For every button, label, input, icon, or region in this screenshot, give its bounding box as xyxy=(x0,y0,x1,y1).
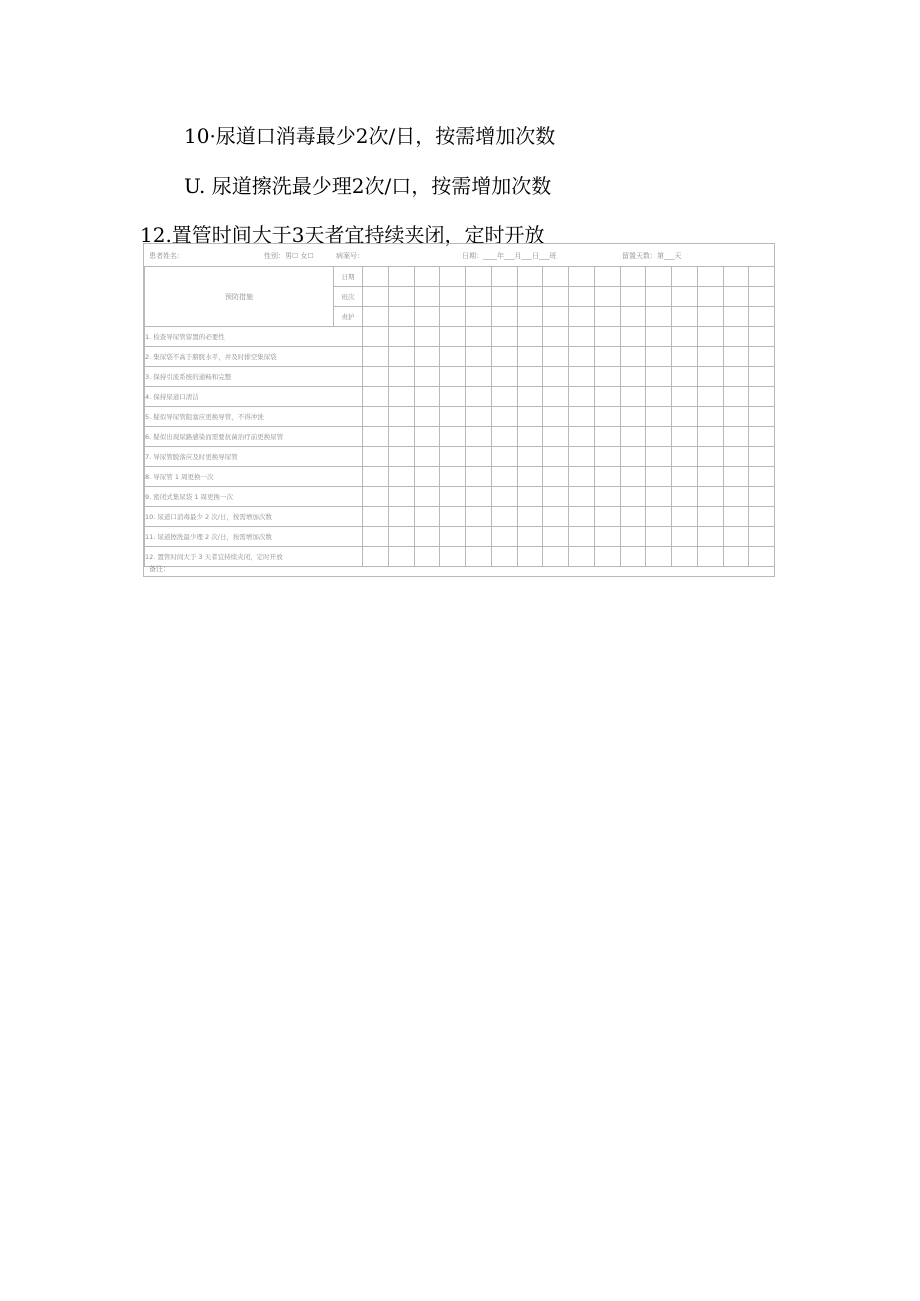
check-cell[interactable] xyxy=(517,487,543,507)
check-cell[interactable] xyxy=(749,407,775,427)
check-cell[interactable] xyxy=(440,387,466,407)
check-cell[interactable] xyxy=(594,507,620,527)
measure-item: 5. 疑似导尿管阻塞应更换导管，不得冲洗 xyxy=(145,407,363,427)
check-cell[interactable] xyxy=(620,467,646,487)
check-cell[interactable] xyxy=(594,447,620,467)
record-number-label: 病案号： xyxy=(336,252,364,260)
check-cell[interactable] xyxy=(646,467,672,487)
check-cell[interactable] xyxy=(569,447,595,467)
check-cell[interactable] xyxy=(491,487,517,507)
check-cell[interactable] xyxy=(723,467,749,487)
entry-cell[interactable] xyxy=(723,307,749,327)
check-cell[interactable] xyxy=(569,327,595,347)
entry-cell[interactable] xyxy=(466,307,492,327)
check-cell[interactable] xyxy=(697,347,723,367)
check-cell[interactable] xyxy=(466,507,492,527)
check-cell[interactable] xyxy=(440,507,466,527)
remark-label: 备注： xyxy=(149,565,170,573)
patient-name-label: 患者姓名： xyxy=(149,252,184,260)
check-cell[interactable] xyxy=(723,387,749,407)
check-cell[interactable] xyxy=(594,407,620,427)
check-cell[interactable] xyxy=(440,327,466,347)
check-cell[interactable] xyxy=(723,327,749,347)
entry-cell[interactable] xyxy=(697,287,723,307)
check-cell[interactable] xyxy=(440,407,466,427)
check-cell[interactable] xyxy=(697,487,723,507)
check-cell[interactable] xyxy=(749,527,775,547)
check-cell[interactable] xyxy=(697,367,723,387)
check-cell[interactable] xyxy=(723,487,749,507)
check-cell[interactable] xyxy=(491,467,517,487)
check-cell[interactable] xyxy=(672,407,698,427)
entry-cell[interactable] xyxy=(646,307,672,327)
check-cell[interactable] xyxy=(543,507,569,527)
check-cell[interactable] xyxy=(569,467,595,487)
measure-item: 2. 集尿袋不高于膀胱水平，并及时排空集尿袋 xyxy=(145,347,363,367)
check-cell[interactable] xyxy=(414,467,440,487)
check-cell[interactable] xyxy=(517,367,543,387)
check-cell[interactable] xyxy=(723,347,749,367)
check-cell[interactable] xyxy=(749,347,775,367)
check-cell[interactable] xyxy=(466,467,492,487)
sub-header-cell: 班次 xyxy=(334,287,363,307)
entry-cell[interactable] xyxy=(517,307,543,327)
entry-cell[interactable] xyxy=(620,287,646,307)
check-cell[interactable] xyxy=(466,327,492,347)
check-cell[interactable] xyxy=(414,407,440,427)
entry-cell[interactable] xyxy=(491,267,517,287)
check-cell[interactable] xyxy=(388,467,414,487)
check-cell[interactable] xyxy=(646,427,672,447)
check-cell[interactable] xyxy=(672,447,698,467)
indwelling-days-label: 留置天数：第___天 xyxy=(622,252,682,260)
check-cell[interactable] xyxy=(543,347,569,367)
check-cell[interactable] xyxy=(363,347,389,367)
entry-cell[interactable] xyxy=(363,267,389,287)
measures-label: 预防措施 xyxy=(145,267,334,327)
sub-header-row xyxy=(145,267,775,287)
sub-header-cell: 日期 xyxy=(334,267,363,287)
check-cell[interactable] xyxy=(466,367,492,387)
measure-row xyxy=(145,367,775,387)
check-cell[interactable] xyxy=(620,387,646,407)
check-cell[interactable] xyxy=(723,367,749,387)
date-label: 日期：____年___月___日___班 xyxy=(462,252,557,260)
check-cell[interactable] xyxy=(749,487,775,507)
check-cell[interactable] xyxy=(440,467,466,487)
check-cell[interactable] xyxy=(388,387,414,407)
measure-item: 7. 导尿管脱落应及时更换导尿管 xyxy=(145,447,363,467)
measure-item: 3. 保持引流系统的通畅和完整 xyxy=(145,367,363,387)
check-cell[interactable] xyxy=(672,387,698,407)
check-cell[interactable] xyxy=(723,427,749,447)
check-cell[interactable] xyxy=(749,427,775,447)
measure-row xyxy=(145,467,775,487)
check-cell[interactable] xyxy=(697,527,723,547)
measure-row xyxy=(145,387,775,407)
check-cell[interactable] xyxy=(466,527,492,547)
check-cell[interactable] xyxy=(543,447,569,467)
check-cell[interactable] xyxy=(672,327,698,347)
entry-cell[interactable] xyxy=(672,307,698,327)
check-cell[interactable] xyxy=(491,327,517,347)
entry-cell[interactable] xyxy=(646,267,672,287)
check-cell[interactable] xyxy=(646,527,672,547)
measure-row xyxy=(145,507,775,527)
check-cell[interactable] xyxy=(594,487,620,507)
entry-cell[interactable] xyxy=(414,287,440,307)
entry-cell[interactable] xyxy=(414,267,440,287)
check-cell[interactable] xyxy=(672,427,698,447)
check-cell[interactable] xyxy=(749,387,775,407)
check-cell[interactable] xyxy=(697,507,723,527)
entry-cell[interactable] xyxy=(543,287,569,307)
check-cell[interactable] xyxy=(723,447,749,467)
check-cell[interactable] xyxy=(620,367,646,387)
check-cell[interactable] xyxy=(491,387,517,407)
check-cell[interactable] xyxy=(388,347,414,367)
check-cell[interactable] xyxy=(466,347,492,367)
check-cell[interactable] xyxy=(646,347,672,367)
check-cell[interactable] xyxy=(749,327,775,347)
check-cell[interactable] xyxy=(543,407,569,427)
measure-row xyxy=(145,347,775,367)
check-cell[interactable] xyxy=(491,407,517,427)
entry-cell[interactable] xyxy=(517,267,543,287)
entry-cell[interactable] xyxy=(749,267,775,287)
check-cell[interactable] xyxy=(594,387,620,407)
measure-item: 9. 密闭式集尿袋 1 周更换一次 xyxy=(145,487,363,507)
check-cell[interactable] xyxy=(363,387,389,407)
entry-cell[interactable] xyxy=(749,307,775,327)
entry-cell[interactable] xyxy=(363,287,389,307)
measure-item: 12. 置管时间大于 3 天者宜持续夹闭，定时开放 xyxy=(145,547,363,567)
check-cell[interactable] xyxy=(466,447,492,467)
remark-row xyxy=(144,561,774,577)
check-cell[interactable] xyxy=(697,427,723,447)
check-cell[interactable] xyxy=(491,527,517,547)
entry-cell[interactable] xyxy=(414,307,440,327)
check-cell[interactable] xyxy=(646,367,672,387)
check-cell[interactable] xyxy=(672,527,698,547)
entry-cell[interactable] xyxy=(388,287,414,307)
entry-cell[interactable] xyxy=(672,267,698,287)
check-cell[interactable] xyxy=(569,507,595,527)
measure-row xyxy=(145,427,775,447)
check-cell[interactable] xyxy=(620,527,646,547)
check-cell[interactable] xyxy=(440,487,466,507)
measure-item: 6. 疑似出现尿路感染而需要抗菌治疗前更换尿管 xyxy=(145,427,363,447)
check-cell[interactable] xyxy=(620,447,646,467)
check-cell[interactable] xyxy=(363,327,389,347)
check-cell[interactable] xyxy=(517,387,543,407)
text-line-11: U. 尿道擦洗最少理2次/口，按需增加次数 xyxy=(184,174,552,198)
check-cell[interactable] xyxy=(620,407,646,427)
check-cell[interactable] xyxy=(363,407,389,427)
check-cell[interactable] xyxy=(440,367,466,387)
measure-row xyxy=(145,327,775,347)
check-cell[interactable] xyxy=(723,527,749,547)
entry-cell[interactable] xyxy=(440,267,466,287)
entry-cell[interactable] xyxy=(363,307,389,327)
check-cell[interactable] xyxy=(543,427,569,447)
gender-label: 性别：男☐ 女☐ xyxy=(264,252,314,260)
entry-cell[interactable] xyxy=(569,267,595,287)
check-cell[interactable] xyxy=(569,367,595,387)
check-cell[interactable] xyxy=(646,507,672,527)
check-cell[interactable] xyxy=(491,507,517,527)
check-cell[interactable] xyxy=(388,487,414,507)
check-cell[interactable] xyxy=(363,367,389,387)
entry-cell[interactable] xyxy=(723,267,749,287)
check-cell[interactable] xyxy=(543,467,569,487)
check-cell[interactable] xyxy=(620,507,646,527)
check-cell[interactable] xyxy=(388,427,414,447)
entry-cell[interactable] xyxy=(620,307,646,327)
check-cell[interactable] xyxy=(414,367,440,387)
check-cell[interactable] xyxy=(388,407,414,427)
check-cell[interactable] xyxy=(414,487,440,507)
measures-table xyxy=(144,266,775,567)
check-cell[interactable] xyxy=(388,447,414,467)
entry-cell[interactable] xyxy=(466,267,492,287)
check-cell[interactable] xyxy=(594,327,620,347)
entry-cell[interactable] xyxy=(672,287,698,307)
entry-cell[interactable] xyxy=(388,267,414,287)
entry-cell[interactable] xyxy=(569,307,595,327)
check-cell[interactable] xyxy=(620,327,646,347)
check-cell[interactable] xyxy=(517,407,543,427)
entry-cell[interactable] xyxy=(491,287,517,307)
check-cell[interactable] xyxy=(414,387,440,407)
check-cell[interactable] xyxy=(672,367,698,387)
check-cell[interactable] xyxy=(594,427,620,447)
check-cell[interactable] xyxy=(363,427,389,447)
entry-cell[interactable] xyxy=(594,287,620,307)
check-cell[interactable] xyxy=(569,427,595,447)
measure-item: 4. 保持尿道口清洁 xyxy=(145,387,363,407)
entry-cell[interactable] xyxy=(697,267,723,287)
measure-item: 1. 检查导尿管留置的必要性 xyxy=(145,327,363,347)
check-cell[interactable] xyxy=(440,447,466,467)
text-line-12: 12.置管时间大于3天者宜持续夹闭，定时开放 xyxy=(140,223,545,247)
entry-cell[interactable] xyxy=(517,287,543,307)
check-cell[interactable] xyxy=(517,527,543,547)
measure-row xyxy=(145,487,775,507)
check-cell[interactable] xyxy=(672,347,698,367)
check-cell[interactable] xyxy=(749,467,775,487)
check-cell[interactable] xyxy=(363,507,389,527)
entry-cell[interactable] xyxy=(594,267,620,287)
check-cell[interactable] xyxy=(569,527,595,547)
check-cell[interactable] xyxy=(491,427,517,447)
check-cell[interactable] xyxy=(517,447,543,467)
entry-cell[interactable] xyxy=(646,287,672,307)
measure-row xyxy=(145,527,775,547)
entry-cell[interactable] xyxy=(466,287,492,307)
check-cell[interactable] xyxy=(749,367,775,387)
check-cell[interactable] xyxy=(517,467,543,487)
check-cell[interactable] xyxy=(697,387,723,407)
check-cell[interactable] xyxy=(466,487,492,507)
check-cell[interactable] xyxy=(672,467,698,487)
check-cell[interactable] xyxy=(697,467,723,487)
check-cell[interactable] xyxy=(646,447,672,467)
check-cell[interactable] xyxy=(543,387,569,407)
check-cell[interactable] xyxy=(543,327,569,347)
entry-cell[interactable] xyxy=(569,287,595,307)
check-cell[interactable] xyxy=(363,487,389,507)
check-cell[interactable] xyxy=(414,447,440,467)
check-cell[interactable] xyxy=(388,367,414,387)
check-cell[interactable] xyxy=(594,527,620,547)
check-cell[interactable] xyxy=(440,347,466,367)
check-cell[interactable] xyxy=(697,407,723,427)
check-cell[interactable] xyxy=(414,427,440,447)
measure-item: 8. 导尿管 1 周更换一次 xyxy=(145,467,363,487)
check-cell[interactable] xyxy=(569,487,595,507)
check-cell[interactable] xyxy=(620,427,646,447)
check-cell[interactable] xyxy=(543,527,569,547)
check-cell[interactable] xyxy=(440,527,466,547)
check-cell[interactable] xyxy=(672,487,698,507)
text-line-10: 10·尿道口消毒最少2次/日，按需增加次数 xyxy=(184,124,556,148)
check-cell[interactable] xyxy=(723,507,749,527)
check-cell[interactable] xyxy=(646,387,672,407)
check-cell[interactable] xyxy=(414,347,440,367)
check-cell[interactable] xyxy=(517,327,543,347)
check-cell[interactable] xyxy=(620,487,646,507)
entry-cell[interactable] xyxy=(620,267,646,287)
check-cell[interactable] xyxy=(363,467,389,487)
check-cell[interactable] xyxy=(543,487,569,507)
entry-cell[interactable] xyxy=(749,287,775,307)
check-cell[interactable] xyxy=(414,507,440,527)
entry-cell[interactable] xyxy=(543,267,569,287)
check-cell[interactable] xyxy=(749,507,775,527)
check-cell[interactable] xyxy=(517,427,543,447)
prevention-form xyxy=(143,243,775,577)
measure-row xyxy=(145,447,775,467)
check-cell[interactable] xyxy=(672,507,698,527)
check-cell[interactable] xyxy=(491,347,517,367)
entry-cell[interactable] xyxy=(388,307,414,327)
check-cell[interactable] xyxy=(440,427,466,447)
entry-cell[interactable] xyxy=(594,307,620,327)
check-cell[interactable] xyxy=(646,487,672,507)
check-cell[interactable] xyxy=(363,527,389,547)
check-cell[interactable] xyxy=(646,407,672,427)
check-cell[interactable] xyxy=(466,407,492,427)
check-cell[interactable] xyxy=(594,367,620,387)
form-header xyxy=(144,244,774,267)
check-cell[interactable] xyxy=(697,327,723,347)
check-cell[interactable] xyxy=(491,367,517,387)
check-cell[interactable] xyxy=(388,527,414,547)
check-cell[interactable] xyxy=(543,367,569,387)
check-cell[interactable] xyxy=(517,347,543,367)
measure-item: 10. 尿道口消毒最少 2 次/日，按需增加次数 xyxy=(145,507,363,527)
check-cell[interactable] xyxy=(723,407,749,427)
check-cell[interactable] xyxy=(388,507,414,527)
check-cell[interactable] xyxy=(414,327,440,347)
entry-cell[interactable] xyxy=(543,307,569,327)
check-cell[interactable] xyxy=(466,427,492,447)
check-cell[interactable] xyxy=(466,387,492,407)
check-cell[interactable] xyxy=(517,507,543,527)
check-cell[interactable] xyxy=(594,347,620,367)
check-cell[interactable] xyxy=(491,447,517,467)
entry-cell[interactable] xyxy=(440,287,466,307)
check-cell[interactable] xyxy=(697,447,723,467)
check-cell[interactable] xyxy=(414,527,440,547)
check-cell[interactable] xyxy=(388,327,414,347)
entry-cell[interactable] xyxy=(491,307,517,327)
check-cell[interactable] xyxy=(363,447,389,467)
check-cell[interactable] xyxy=(594,467,620,487)
measure-item: 11. 尿道擦洗最少理 2 次/日，按需增加次数 xyxy=(145,527,363,547)
measure-row xyxy=(145,407,775,427)
check-cell[interactable] xyxy=(646,327,672,347)
sub-header-cell: 责护 xyxy=(334,307,363,327)
check-cell[interactable] xyxy=(569,347,595,367)
check-cell[interactable] xyxy=(620,347,646,367)
check-cell[interactable] xyxy=(569,387,595,407)
entry-cell[interactable] xyxy=(723,287,749,307)
entry-cell[interactable] xyxy=(440,307,466,327)
entry-cell[interactable] xyxy=(697,307,723,327)
check-cell[interactable] xyxy=(749,447,775,467)
check-cell[interactable] xyxy=(569,407,595,427)
